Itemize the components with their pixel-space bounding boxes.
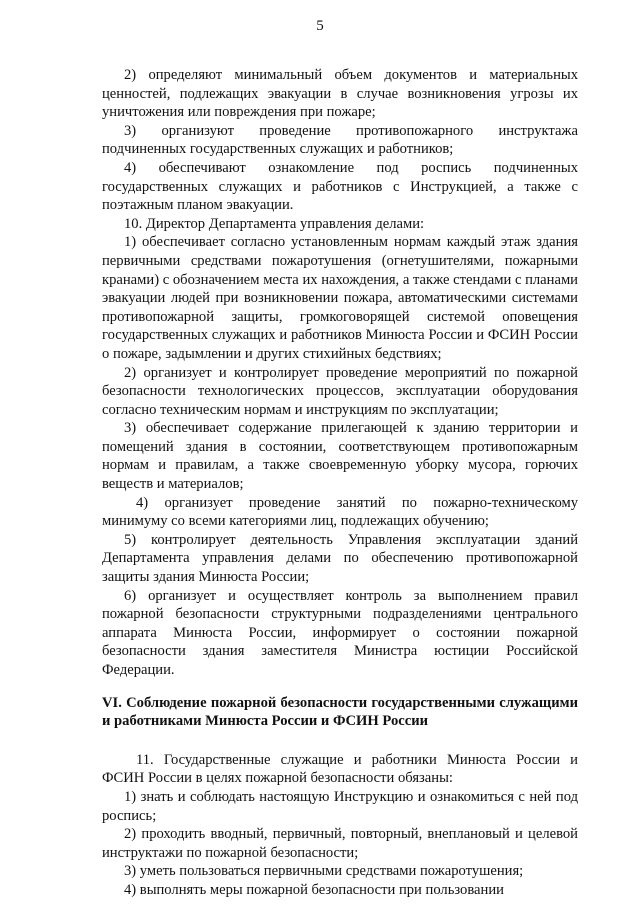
paragraph: 4) выполнять меры пожарной безопасности при пользовании: [124, 881, 504, 898]
paragraph: 5) контролирует деятельность Управления эксплуатации зданий Департамента управления делами по обеспечению противопожарной защиты здания Минюста России;: [102, 531, 578, 586]
paragraph: 4) обеспечивают ознакомление под роспись подчиненных государственных служащих и работников с Инструкцией, а также с поэтажным планом эвакуации.: [102, 159, 578, 214]
paragraph: 3) обеспечивает содержание прилегающей к зданию территории и помещений здания в состоянии, соответствующем противопожарным нормам и правилам, а также своевременную уборку мусора, горючих веществ и материалов;: [102, 420, 578, 493]
paragraph: 3) организуют проведение противопожарного инструктажа подчиненных государственных служащих и работников;: [102, 122, 578, 158]
paragraph: 2) определяют минимальный объем документов и материальных ценностей, подлежащих эвакуации в случае возникновения угрозы их уничтожения или повреждения при пожаре;: [102, 67, 578, 121]
paragraph: 11. Государственные служащие и работники Минюста России и ФСИН России в целях пожарной безопасности обязаны:: [102, 751, 578, 787]
paragraph: 2) проходить вводный, первичный, повторный, внеплановый и целевой инструктажи по пожарной безопасности;: [102, 826, 578, 861]
paragraph: 1) знать и соблюдать настоящую Инструкцию и ознакомиться с ней под роспись;: [102, 788, 578, 824]
page-number: 5: [316, 18, 324, 34]
paragraph: 1) обеспечивает согласно установленным нормам каждый этаж здания первичными средствами пожаротушения (огнетушителями, пожарными кранами) с обозначением места их нахождения, а также стендами с планами эвакуации людей при возникновении пожара, автоматическими системами противопожарной защиты, громкоговорящей системой оповещения государственных служащих и работников Минюста России и ФСИН России о пожаре, задымлении и других стихийных бедствиях;: [102, 234, 578, 362]
paragraph: 3) уметь пользоваться первичными средствами пожаротушения;: [124, 863, 524, 880]
paragraph: 4) организует проведение занятий по пожарно-техническому минимуму со всеми категориями лиц, подлежащих обучению;: [102, 494, 578, 530]
paragraph: 10. Директор Департамента управления делами:: [124, 215, 425, 232]
document-body: [102, 66, 578, 900]
paragraph: 6) организует и осуществляет контроль за выполнением правил пожарной безопасности структурными подразделениями центрального аппарата Минюста России, информирует о состоянии пожарной безопасности здания заместителя Министра юстиции Российской Федерации.: [102, 587, 578, 678]
section-heading: VI. Соблюдение пожарной безопасности государственными служащими и работниками Минюста России и ФСИН России: [102, 694, 578, 730]
paragraph: 2) организует и контролирует проведение мероприятий по пожарной безопасности технологических процессов, эксплуатации оборудования согласно техническим нормам и инструкциям по эксплуатации;: [102, 364, 578, 418]
